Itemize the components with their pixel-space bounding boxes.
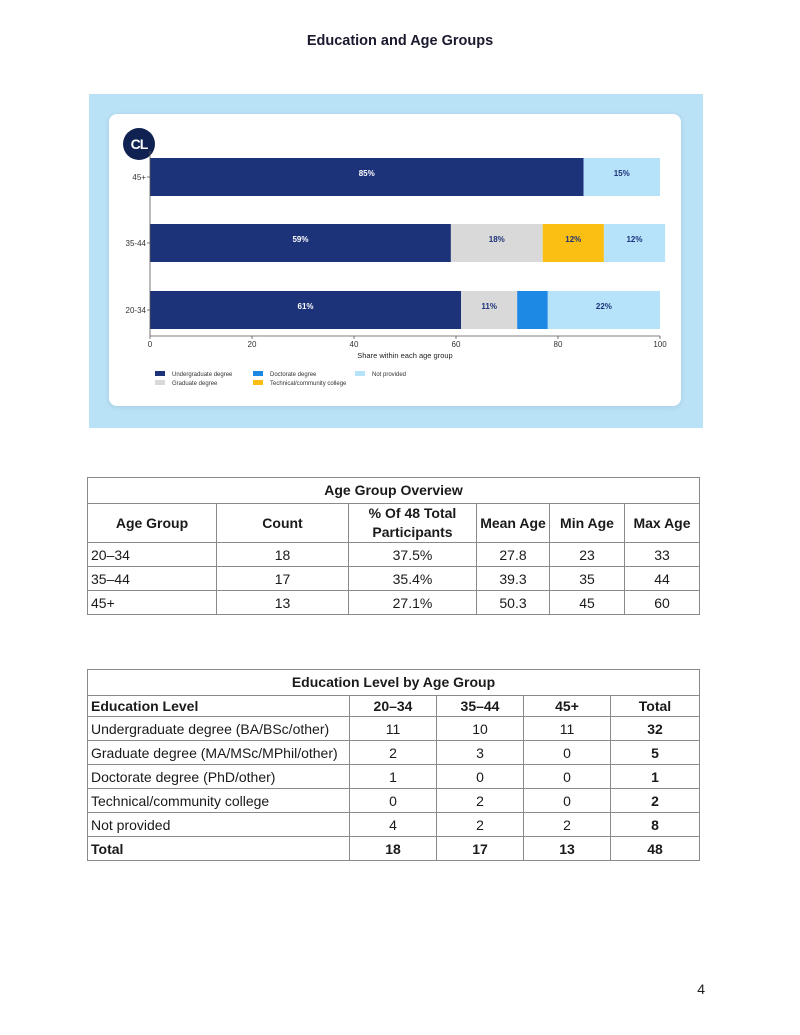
legend-swatch (155, 371, 165, 376)
x-tick-label: 60 (451, 340, 461, 349)
legend-swatch (155, 380, 165, 385)
header-cell: 45+ (524, 696, 611, 717)
category-label: 45+ (132, 173, 146, 182)
table-cell: 50.3 (477, 591, 550, 615)
table-cell: 17 (217, 567, 349, 591)
data-label: 18% (488, 235, 505, 244)
table-row (88, 717, 700, 741)
table-row (88, 813, 700, 837)
table-cell: 11 (524, 717, 611, 741)
table-row (88, 543, 700, 567)
data-label: 59% (292, 235, 309, 244)
table-cell: 45+ (88, 591, 217, 615)
header-cell: Mean Age (477, 504, 550, 543)
data-label: 85% (358, 169, 375, 178)
header-cell: 35–44 (437, 696, 524, 717)
table-cell: 2 (437, 789, 524, 813)
header-cell: % Of 48 Total Participants (349, 504, 477, 543)
table-cell: 10 (437, 717, 524, 741)
table-cell: 23 (550, 543, 625, 567)
page-number: 4 (697, 981, 705, 997)
legend-label: Doctorate degree (270, 372, 317, 378)
table-cell: 0 (524, 789, 611, 813)
table-row (88, 591, 700, 615)
table-cell: 33 (625, 543, 700, 567)
total-row (88, 837, 700, 861)
table-cell: 39.3 (477, 567, 550, 591)
header-cell: Total (611, 696, 700, 717)
table-cell: 0 (524, 741, 611, 765)
age-group-table (87, 477, 700, 615)
table-cell: 35.4% (349, 567, 477, 591)
table-cell: Not provided (88, 813, 350, 837)
data-label: 11% (481, 302, 497, 311)
table-cell: 11 (350, 717, 437, 741)
table-cell: 8 (611, 813, 700, 837)
table-cell: 1 (611, 765, 700, 789)
table-cell: 20–34 (88, 543, 217, 567)
age-group-table-title: Age Group Overview (87, 477, 700, 503)
table-header-row (88, 696, 700, 717)
table-cell: 4 (350, 813, 437, 837)
table-cell: Total (88, 837, 350, 861)
table-cell: Doctorate degree (PhD/other) (88, 765, 350, 789)
education-table (87, 669, 700, 861)
table-cell: Technical/community college (88, 789, 350, 813)
table-cell: 48 (611, 837, 700, 861)
education-table-title: Education Level by Age Group (87, 669, 700, 695)
table-row (88, 789, 700, 813)
table-cell: 2 (611, 789, 700, 813)
category-label: 20-34 (125, 306, 146, 315)
data-label: 22% (595, 302, 612, 311)
legend-label: Technical/community college (270, 381, 347, 387)
legend-label: Undergraduate degree (172, 372, 233, 378)
category-label: 35-44 (125, 239, 146, 248)
table-cell: 0 (524, 765, 611, 789)
table-cell: Graduate degree (MA/MSc/MPhil/other) (88, 741, 350, 765)
legend-swatch (355, 371, 365, 376)
table-cell: 3 (437, 741, 524, 765)
data-label: 61% (297, 302, 314, 311)
header-cell: Education Level (88, 696, 350, 717)
x-axis-label: Share within each age group (357, 351, 453, 360)
table-row (88, 567, 700, 591)
header-cell: 20–34 (350, 696, 437, 717)
table-cell: 0 (437, 765, 524, 789)
table-cell: 32 (611, 717, 700, 741)
table-cell: 2 (437, 813, 524, 837)
logo-text: CL (130, 136, 148, 152)
data-label: 12% (626, 235, 643, 244)
table-cell: 18 (217, 543, 349, 567)
table-cell: 2 (524, 813, 611, 837)
table-cell: 37.5% (349, 543, 477, 567)
table-cell: 2 (350, 741, 437, 765)
x-tick-label: 0 (147, 340, 153, 349)
data-label: 12% (565, 235, 582, 244)
table-cell: 44 (625, 567, 700, 591)
table-cell: 1 (350, 765, 437, 789)
table-cell: 0 (350, 789, 437, 813)
table-cell: 18 (350, 837, 437, 861)
table-cell: 35 (550, 567, 625, 591)
table-cell: 45 (550, 591, 625, 615)
header-cell: Count (217, 504, 349, 543)
legend-swatch (253, 371, 263, 376)
table-cell: 60 (625, 591, 700, 615)
table-row (88, 741, 700, 765)
x-tick-label: 100 (653, 340, 667, 349)
table-cell: 13 (524, 837, 611, 861)
table-cell: 5 (611, 741, 700, 765)
legend-label: Not provided (372, 372, 407, 378)
header-cell: Max Age (625, 504, 700, 543)
x-tick-label: 40 (349, 340, 359, 349)
chart-title: Education and Age Groups (306, 33, 494, 49)
table-row (88, 765, 700, 789)
legend-label: Graduate degree (172, 381, 218, 387)
table-cell: 27.1% (349, 591, 477, 615)
table-header-row (88, 504, 700, 543)
bar-segment (517, 291, 548, 329)
header-cell: Age Group (88, 504, 217, 543)
table-cell: 13 (217, 591, 349, 615)
stacked-bar-chart (0, 0, 800, 430)
header-cell: Min Age (550, 504, 625, 543)
table-cell: 27.8 (477, 543, 550, 567)
data-label: 15% (613, 169, 630, 178)
x-tick-label: 20 (247, 340, 257, 349)
table-cell: Undergraduate degree (BA/BSc/other) (88, 717, 350, 741)
table-cell: 17 (437, 837, 524, 861)
legend-swatch (253, 380, 263, 385)
x-tick-label: 80 (553, 340, 563, 349)
table-cell: 35–44 (88, 567, 217, 591)
